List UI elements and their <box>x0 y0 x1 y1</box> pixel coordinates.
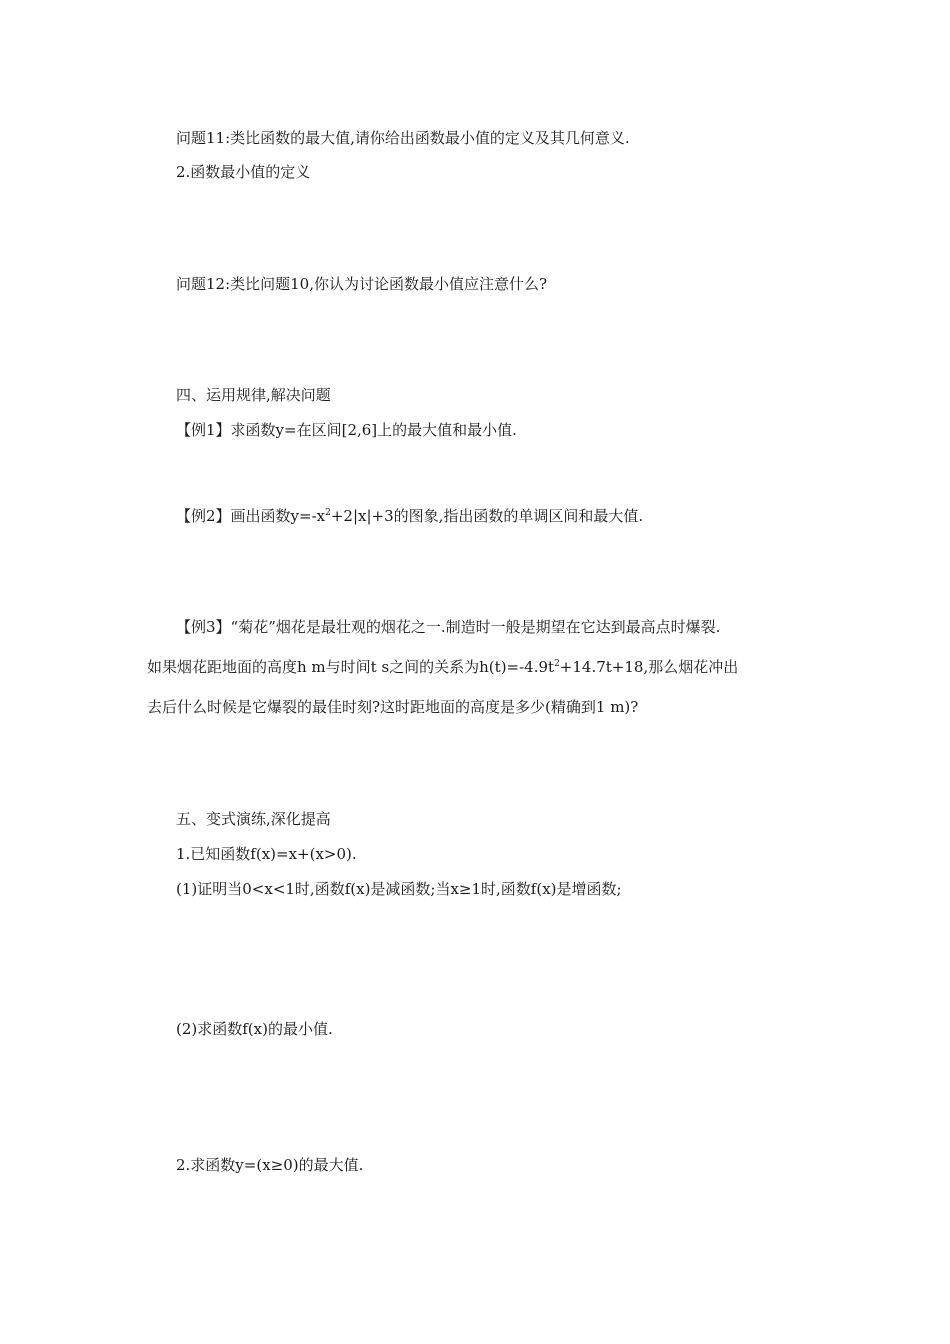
example-3-line-1: 【例3】“菊花”烟花是最壮观的烟花之一.制造时一般是期望在它达到最高点时爆裂. <box>176 618 721 636</box>
question-11: 问题11:类比函数的最大值,请你给出函数最小值的定义及其几何意义. <box>176 129 630 147</box>
problem-1-part-2: (2)求函数f(x)的最小值. <box>176 1020 333 1038</box>
problem-1-part-1: (1)证明当0<x<1时,函数f(x)是减函数;当x≥1时,函数f(x)是增函数; <box>176 880 622 898</box>
example-3-text-b: +14.7t+18,那么烟花冲出 <box>559 658 739 676</box>
problem-2: 2.求函数y=(x≥0)的最大值. <box>176 1156 364 1174</box>
example-1: 【例1】求函数y=在区间[2,6]上的最大值和最小值. <box>176 421 517 439</box>
section-four-heading: 四、运用规律,解决问题 <box>176 386 331 404</box>
example-3-line-3: 去后什么时候是它爆裂的最佳时刻?这时距地面的高度是多少(精确到1 m)? <box>147 698 639 716</box>
example-2-exponent: 2 <box>325 508 331 518</box>
question-12: 问题12:类比问题10,你认为讨论函数最小值应注意什么? <box>176 275 548 293</box>
example-3-exponent: 2 <box>554 659 560 669</box>
section-five-heading: 五、变式演练,深化提高 <box>176 810 331 828</box>
example-2 <box>176 506 643 526</box>
example-3-text-a: 如果烟花距地面的高度h m与时间t s之间的关系为h(t)=-4.9t <box>147 658 555 676</box>
problem-1: 1.已知函数f(x)=x+(x>0). <box>176 845 357 863</box>
definition-heading: 2.函数最小值的定义 <box>176 163 311 181</box>
example-3-line-2 <box>147 657 738 677</box>
example-2-text-b: +2|x|+3的图象,指出函数的单调区间和最大值. <box>330 507 644 525</box>
example-2-text-a: 【例2】画出函数y=-x <box>176 507 326 525</box>
